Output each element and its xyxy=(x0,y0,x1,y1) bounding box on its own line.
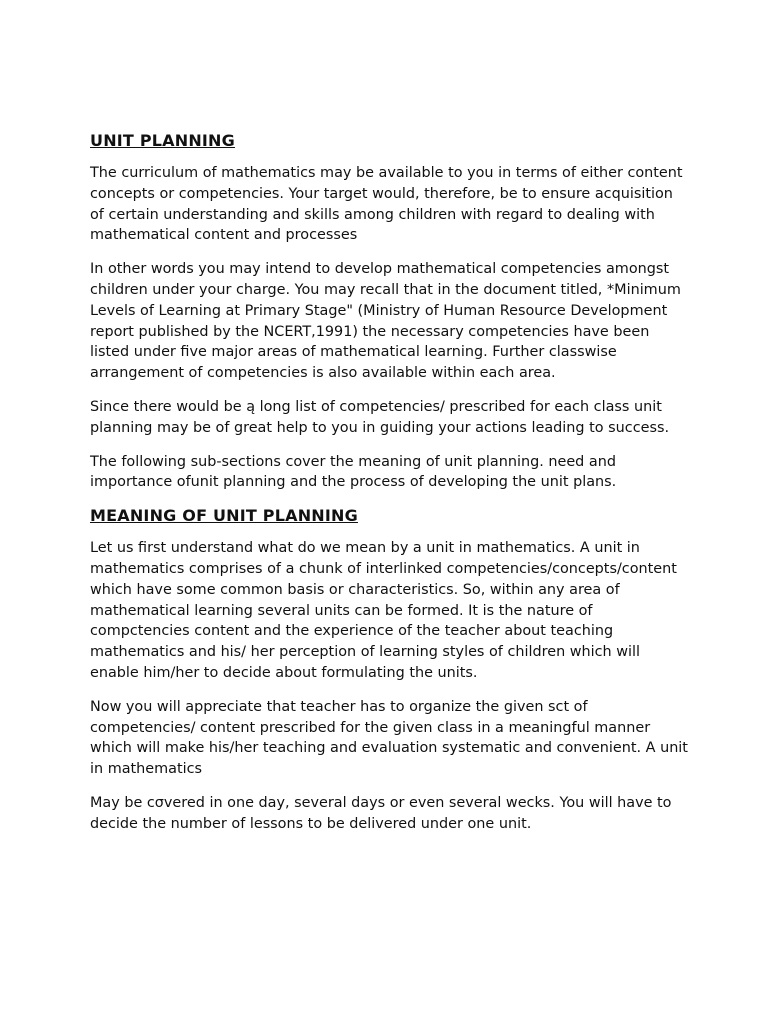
paragraph: In other words you may intend to develop mathematical competencies amongst children under your charge. You may recall that in the document titled, *Minimum Levels of Learning at Primary Stage" (Ministry of Human Resource Development report published by the NCERT,1991) the necessary competencies have been listed under five major areas of mathematical learning. Further classwise arrangement of competencies is also available within each area. xyxy=(90,261,681,382)
paragraph: Now you will appreciate that teacher has to organize the given sct of competencies/ content prescribed for the given class in a meaningful manner which will make his/her teaching and evaluation systematic and convenient. A unit in mathematics xyxy=(90,698,688,778)
paragraph: Let us first understand what do we mean by a unit in mathematics. A unit in mathematics comprises of a chunk of interlinked competencies/concepts/content which have some common basis or characteristics. So, within any area of mathematical learning several units can be formed. It is the nature of compctencies content and the experience of the teacher about teaching mathematics and his/ her perception of learning styles of children which will enable him/her to decide about formulating the units. xyxy=(90,540,677,681)
section-heading-unit-planning: UNIT PLANNING xyxy=(90,131,235,150)
paragraph: The curriculum of mathematics may be available to you in terms of either content concepts or competencies. Your target would, therefore, be to ensure acquisition of certain understanding and skills among children with regard to dealing with mathematical content and processes xyxy=(90,165,683,244)
document-page xyxy=(90,131,690,848)
paragraph: The following sub-sections cover the meaning of unit planning. need and importance ofunit planning and the process of developing the unit plans. xyxy=(90,453,617,491)
section-heading-meaning-of-unit-planning: MEANING OF UNIT PLANNING xyxy=(90,506,358,526)
paragraph: Since there would be ą long list of competencies/ prescribed for each class unit planning may be of great help to you in guiding your actions leading to success. xyxy=(90,398,670,436)
paragraph: May be cσvered in one day, several days or even several wecks. You will have to decide the number of lessons to be delivered under one unit. xyxy=(90,794,672,832)
